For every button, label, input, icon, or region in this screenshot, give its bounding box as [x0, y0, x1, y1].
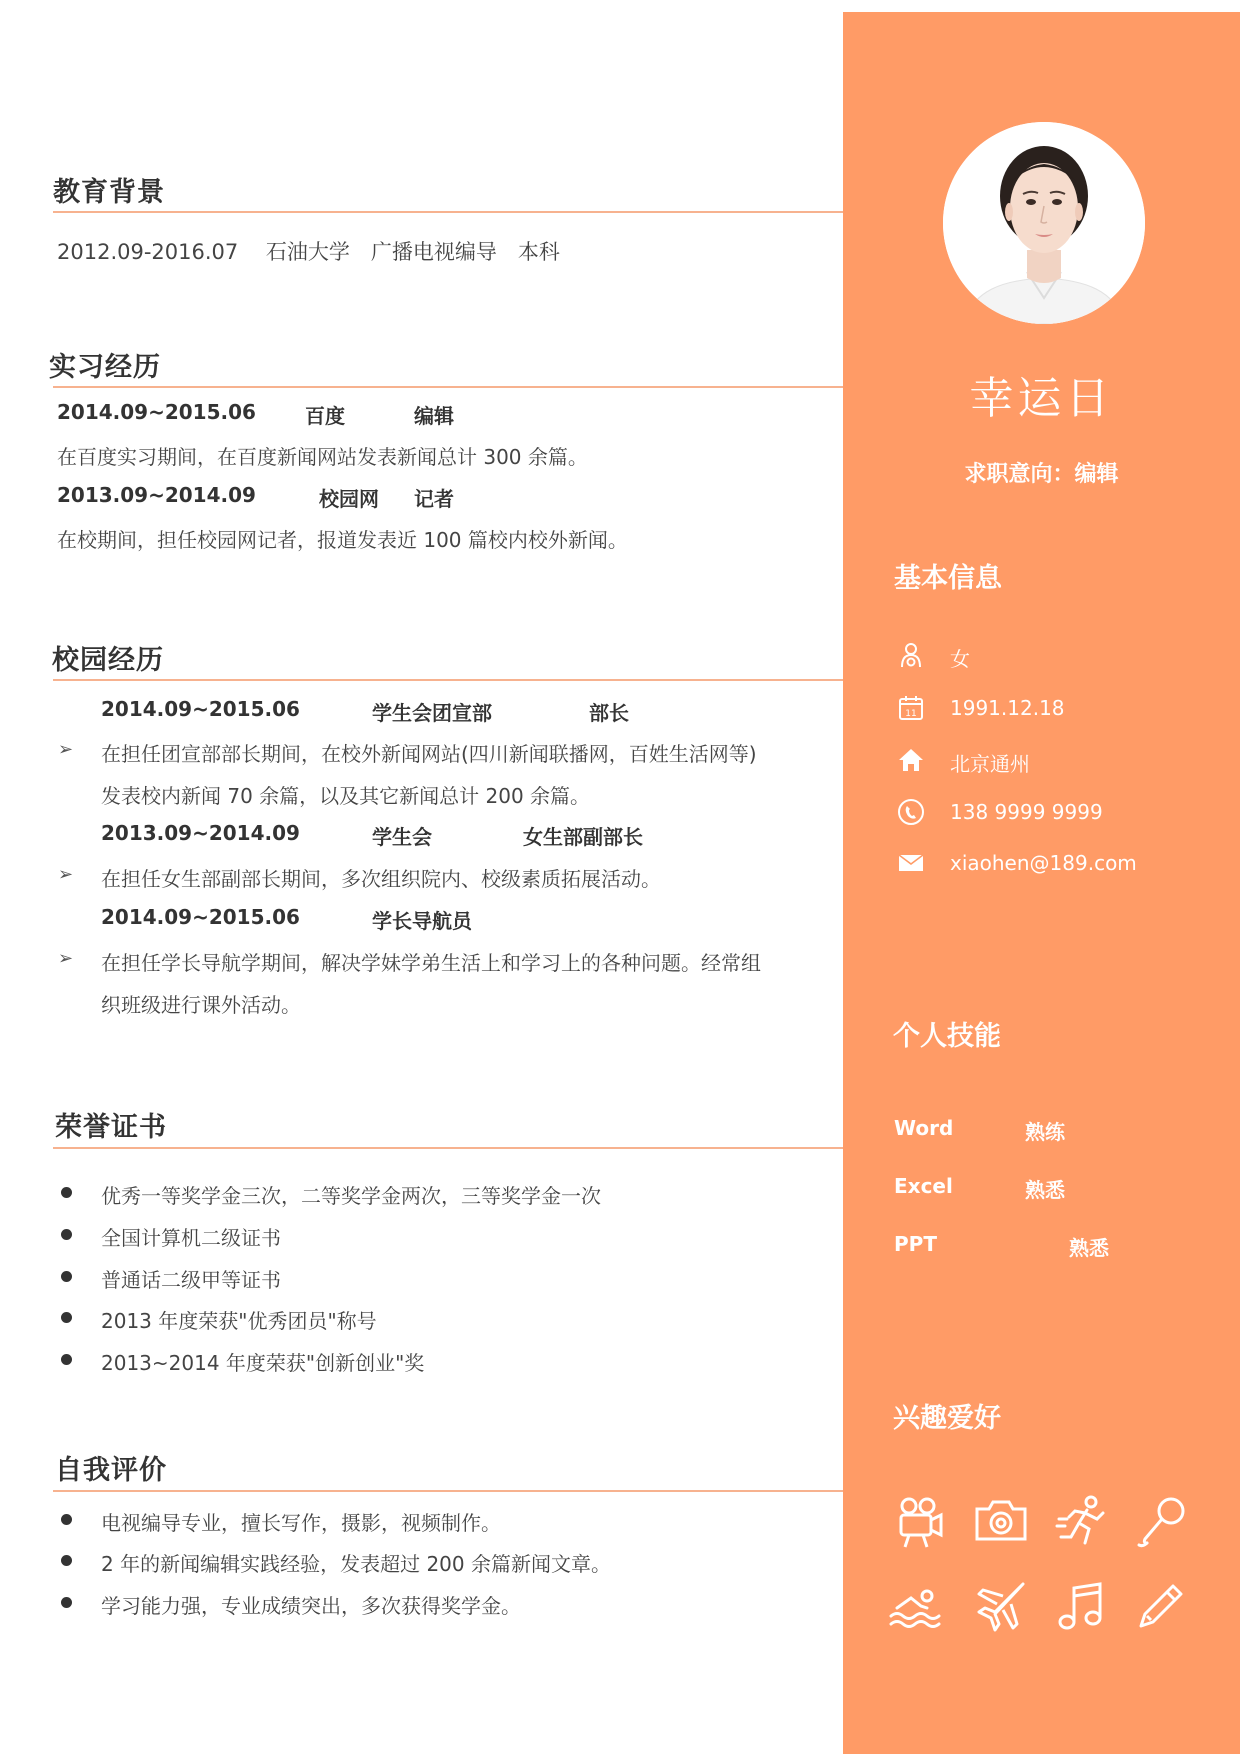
bullet-icon — [61, 1514, 72, 1525]
bullet-icon — [61, 1229, 72, 1240]
divider — [53, 386, 843, 388]
arrow-bullet-icon: ➢ — [58, 739, 74, 760]
camera-icon — [973, 1493, 1029, 1549]
running-icon — [1055, 1493, 1111, 1549]
honor-item: 2013~2014 年度荣获"创新创业"奖 — [101, 1351, 425, 1375]
skill-level: 熟悉 — [1069, 1236, 1109, 1260]
person-icon — [897, 641, 925, 669]
skills-title: 个人技能 — [893, 1021, 1001, 1052]
divider — [53, 1147, 843, 1149]
bullet-icon — [61, 1354, 72, 1365]
honor-item: 优秀一等奖学金三次，二等奖学金两次，三等奖学金一次 — [101, 1184, 601, 1208]
bullet-icon — [61, 1271, 72, 1282]
campus-desc: 在担任女生部副部长期间，多次组织院内、校级素质拓展活动。 — [101, 867, 661, 891]
internship-date: 2014.09~2015.06 — [57, 400, 256, 424]
divider — [53, 679, 843, 681]
calendar-icon — [897, 694, 925, 722]
self-eval-item: 学习能力强，专业成绩突出，多次获得奖学金。 — [101, 1594, 521, 1618]
phone-value: 138 9999 9999 — [950, 800, 1103, 824]
home-icon — [897, 746, 925, 774]
campus-org: 学长导航员 — [372, 909, 472, 933]
microphone-icon — [1135, 1493, 1191, 1549]
campus-desc: 织班级进行课外活动。 — [101, 993, 301, 1017]
self-eval-item: 2 年的新闻编辑实践经验，发表超过 200 余篇新闻文章。 — [101, 1552, 611, 1576]
basic-info-title: 基本信息 — [894, 563, 1002, 594]
bullet-icon — [61, 1312, 72, 1323]
campus-date: 2013.09~2014.09 — [101, 821, 300, 845]
campus-date: 2014.09~2015.06 — [101, 697, 300, 721]
candidate-name: 幸运日 — [969, 373, 1114, 424]
skill-name: Word — [894, 1116, 954, 1140]
location-value: 北京通州 — [950, 752, 1030, 776]
birthday-value: 1991.12.18 — [950, 696, 1065, 720]
honor-item: 普通话二级甲等证书 — [101, 1268, 281, 1292]
avatar — [943, 122, 1145, 324]
movie-camera-icon — [893, 1493, 949, 1549]
phone-icon — [897, 798, 925, 826]
campus-desc: 在担任团宣部部长期间，在校外新闻网站(四川新闻联播网，百姓生活网等) — [101, 742, 757, 766]
svg-text:11: 11 — [905, 709, 917, 719]
internship-role: 编辑 — [414, 404, 454, 428]
bullet-icon — [61, 1187, 72, 1198]
self-eval-item: 电视编导专业，擅长写作，摄影，视频制作。 — [101, 1511, 501, 1535]
bullet-icon — [61, 1555, 72, 1566]
job-objective: 求职意向：编辑 — [964, 462, 1119, 487]
internship-org: 百度 — [305, 404, 345, 428]
honor-item: 2013 年度荣获"优秀团员"称号 — [101, 1309, 377, 1333]
hobbies-title: 兴趣爱好 — [893, 1403, 1001, 1434]
campus-role: 女生部副部长 — [523, 825, 643, 849]
pencil-icon — [1133, 1578, 1189, 1634]
divider — [53, 211, 843, 213]
self-eval-title: 自我评价 — [55, 1455, 167, 1486]
campus-title: 校园经历 — [52, 645, 164, 676]
swimming-icon — [887, 1578, 943, 1634]
skill-level: 熟练 — [1025, 1120, 1065, 1144]
campus-desc: 在担任学长导航学期间，解决学妹学弟生活上和学习上的各种问题。经常组 — [101, 951, 761, 975]
music-note-icon — [1053, 1578, 1109, 1634]
internship-date: 2013.09~2014.09 — [57, 483, 256, 507]
skill-name: Excel — [894, 1174, 953, 1198]
airplane-icon — [973, 1578, 1029, 1634]
bullet-icon — [61, 1597, 72, 1608]
arrow-bullet-icon: ➢ — [58, 864, 74, 885]
campus-org: 学生会团宣部 — [372, 701, 492, 725]
internship-org: 校园网 — [319, 487, 379, 511]
gender-value: 女 — [950, 647, 970, 671]
internship-title: 实习经历 — [49, 352, 161, 383]
campus-desc: 发表校内新闻 70 余篇，以及其它新闻总计 200 余篇。 — [101, 784, 591, 808]
divider — [53, 1490, 843, 1492]
campus-org: 学生会 — [372, 825, 432, 849]
education-title: 教育背景 — [53, 177, 165, 208]
internship-role: 记者 — [414, 487, 454, 511]
internship-desc: 在百度实习期间，在百度新闻网站发表新闻总计 300 余篇。 — [57, 445, 588, 469]
campus-role: 部长 — [589, 701, 629, 725]
honors-title: 荣誉证书 — [55, 1112, 167, 1143]
email-value: xiaohen@189.com — [950, 851, 1137, 875]
portrait-photo — [943, 122, 1145, 324]
skill-level: 熟悉 — [1025, 1178, 1065, 1202]
education-line: 2012.09-2016.07 石油大学 广播电视编导 本科 — [57, 240, 560, 264]
skill-name: PPT — [894, 1232, 937, 1256]
campus-date: 2014.09~2015.06 — [101, 905, 300, 929]
arrow-bullet-icon: ➢ — [58, 948, 74, 969]
honor-item: 全国计算机二级证书 — [101, 1226, 281, 1250]
internship-desc: 在校期间，担任校园网记者，报道发表近 100 篇校内校外新闻。 — [57, 528, 628, 552]
mail-icon — [897, 849, 925, 877]
